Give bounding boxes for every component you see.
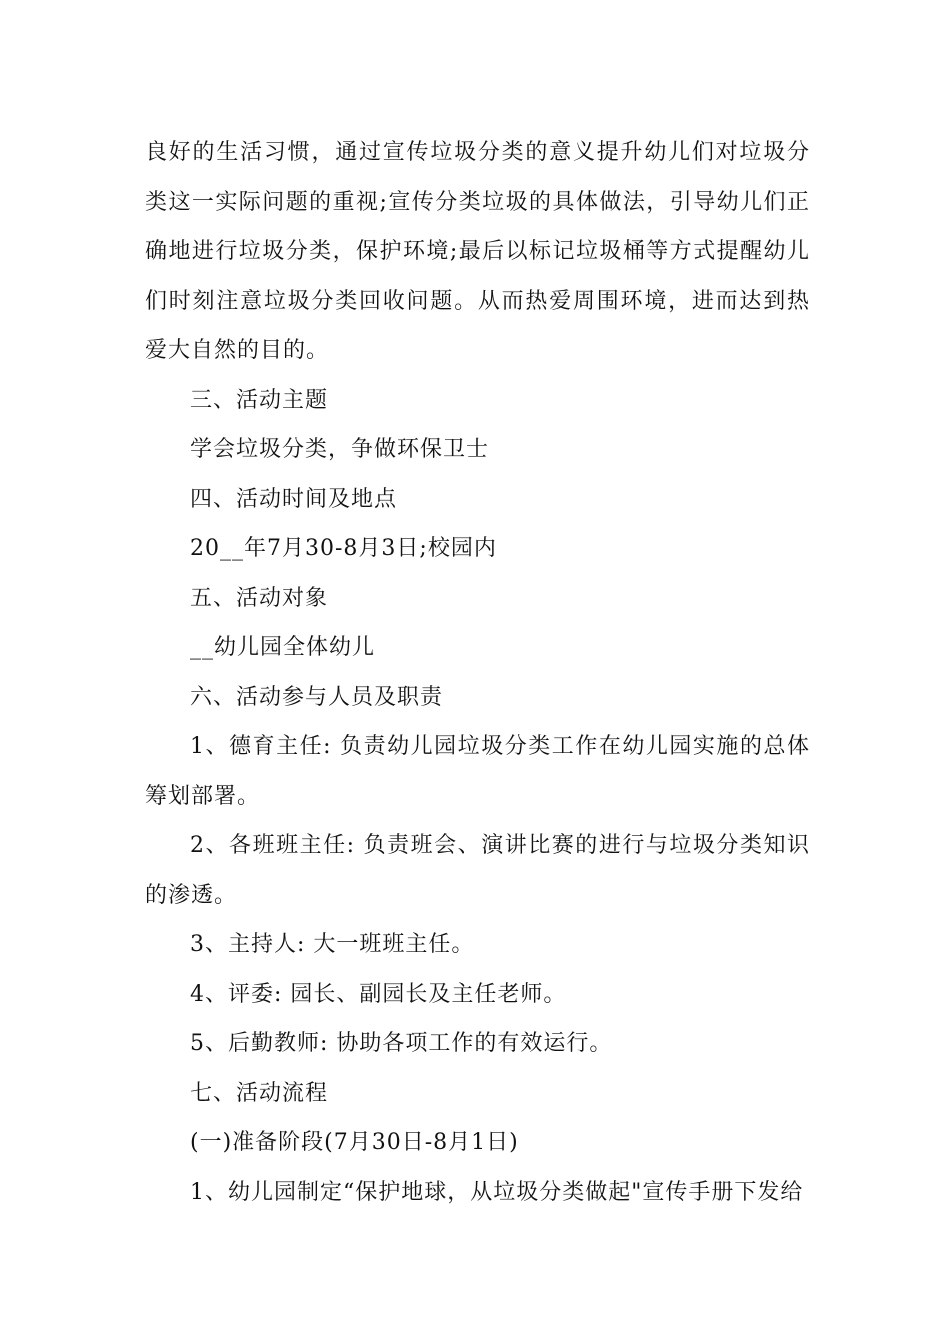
subsection-heading-preparation: (一)准备阶段(7月30日-8月1日)	[190, 1130, 519, 1155]
section-heading-participants: 六、活动参与人员及职责	[190, 684, 444, 710]
section-heading-activity-target: 五、活动对象	[190, 585, 329, 611]
activity-theme-text: 学会垃圾分类，争做环保卫士	[190, 437, 490, 462]
paragraph-continuation: 良好的生活习惯，通过宣传垃圾分类的意义提升幼儿们对垃圾分类这一实际问题的重视;宣传分类垃圾的具体做法，引导幼儿们正确地进行垃圾分类，保护环境;最后以标记垃圾桶等方式提醒幼儿们时刻注意垃圾分类回收问题。从而热爱周围环境，进而达到热爱大自然的目的。	[145, 140, 810, 363]
participant-item: 5、后勤教师: 协助各项工作的有效运行。	[190, 1031, 613, 1056]
time-location-text: 20__年7月30-8月3日;校园内	[190, 536, 497, 561]
section-heading-activity-process: 七、活动流程	[190, 1080, 329, 1106]
document-body	[145, 128, 810, 1217]
participant-item: 2、各班班主任: 负责班会、演讲比赛的进行与垃圾分类知识的渗透。	[145, 833, 810, 908]
activity-target-text: __幼儿园全体幼儿	[190, 635, 376, 660]
participant-item: 3、主持人: 大一班班主任。	[190, 932, 475, 957]
participant-item: 4、评委: 园长、副园长及主任老师。	[190, 981, 567, 1007]
section-heading-time-location: 四、活动时间及地点	[190, 486, 398, 512]
section-heading-activity-theme: 三、活动主题	[190, 387, 329, 413]
participant-item: 1、德育主任: 负责幼儿园垃圾分类工作在幼儿园实施的总体筹划部署。	[145, 734, 810, 809]
process-item: 1、幼儿园制定“保护地球，从垃圾分类做起"宣传手册下发给	[190, 1179, 804, 1205]
